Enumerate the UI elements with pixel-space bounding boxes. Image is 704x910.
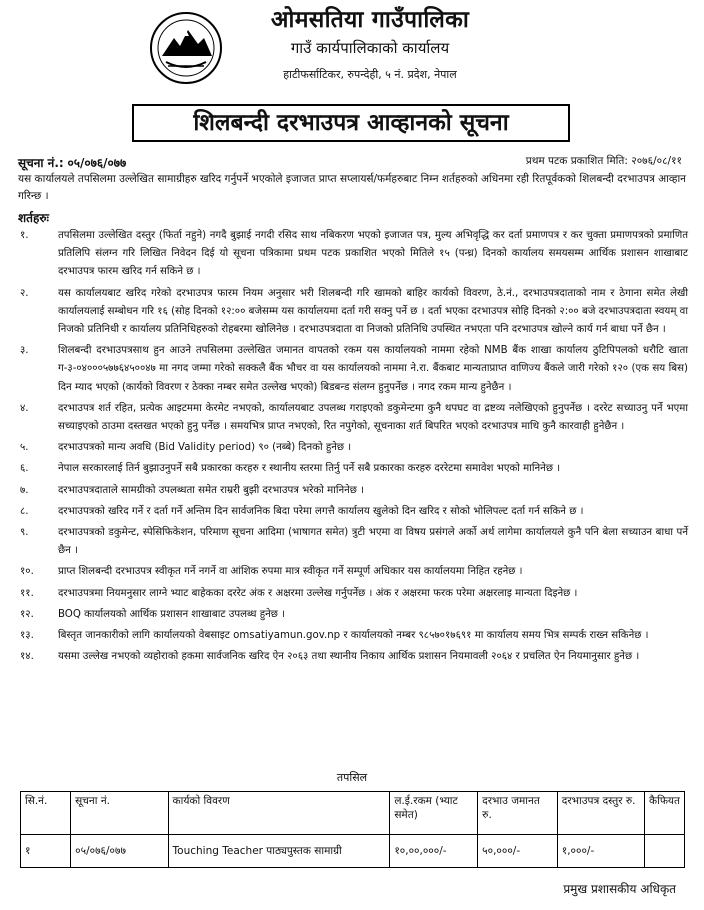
office-name: गाउँ कार्यपालिकाको कार्यालय: [290, 39, 450, 57]
nepal-emblem-icon: [148, 10, 224, 86]
term-text: यस कार्यालयबाट खरिद गरेको दरभाउपत्र फारम नियम अनुसार भरी शिलबन्दी गरि खामको बाहिर कार्यको विवरण, ठे.नं., दरभाउपत्रदाताको नाम र ठेगाना समेत लेखी कार्यालयलाई सम्बोधन गरि १६ (सोह दिनको १२:०० बजेसम्म यस कार्यालयमा दर्ता गरी सक्नु पर्ने छ । दर्ता भएका दरभाउपत्र सोहि दिनको २:०० बजे दरभाउपत्रदाता स्वयम् वा निजको प्रतिनिधी र कार्यालय प्रतिनिधिहरुको रोहबरमा खोलिनेछ । दरभाउपत्रदाता वा निजको प्रतिनिधि उपस्थित नभएता पनि दरभाउपत्र खोल्ने कार्य गर्न बाधा पर्ने छैन ।: [58, 287, 688, 336]
term-item: [18, 503, 688, 521]
term-number: १४.: [20, 651, 34, 663]
notice-number-value: ०५/०७६/०७७: [67, 156, 127, 170]
term-item: [18, 563, 688, 581]
term-number: ३.: [20, 345, 29, 357]
term-number: ११.: [20, 587, 34, 599]
term-text: दरभाउपत्रदाताले सामग्रीको उपलब्धता समेत राम्ररी बुझी दरभाउपत्र भरेको मानिनेछ ।: [58, 484, 365, 496]
term-number: ५.: [20, 442, 29, 454]
term-text: तपसिलमा उल्लेखित दस्तुर (फिर्ता नहुने) नगदै बुझाई नगदी रसिद साथ नबिकरण भएको इजाजत पत्र, मुल्य अभिवृद्धि कर दर्ता प्रमाणपत्र र कर चुक्ता प्रमाणपत्रको प्रमाणित प्रतिलिपि संलग्न गरि लिखित निवेदन दिई यो सूचना पत्रिकामा प्रथम पटक प्रकाशित भएको मितिले १५ (पन्ध्र) दिनको कार्यालय समयसम्म आर्थिक प्रशासन शाखाबाट दरभाउपत्र फारम खरिद गर्न सकिने छ ।: [58, 230, 688, 278]
published-date: [526, 154, 682, 168]
term-text: प्राप्त शिलबन्दी दरभाउपत्र स्वीकृत गर्ने नगर्ने वा आंशिक रुपमा मात्र स्वीकृत गर्ने सम्पूर्ण अधिकार यस कार्यालयमा निहित रहनेछ ।: [58, 566, 523, 578]
signatory-title: प्रमुख प्रशासकीय अधिकृत: [563, 882, 676, 896]
term-item: [18, 285, 688, 340]
table-row: [21, 835, 685, 868]
col-header-bid-fee: दरभाउपत्र दस्तुर रु.: [557, 792, 644, 835]
intro-paragraph: यस कार्यालयले तपसिलमा उल्लेखित सामाग्रीहरु खरिद गर्नुपर्ने भएकोले इजाजत प्राप्त सप्लायर्स/फर्महरुबाट निम्न शर्तहरुको अधिनमा रही रितपूर्वकको शिलबन्दी दरभाउपत्र आव्हान गरिन्छ ।: [18, 173, 686, 202]
cell-notice-no: ०५/०७६/०७७: [71, 835, 168, 868]
term-text: दरभाउपत्रमा नियमनुसार लाग्ने भ्याट बाहेकका दररेट अंक र अक्षरमा उल्लेख गर्नुपर्नेछ । अंक र अक्षरमा फरक परेमा अक्षरलाइ मान्यता दिइनेछ ।: [58, 587, 578, 599]
office-address: हाटीफर्साटिकर, रुपन्देही, ५ नं. प्रदेश, नेपाल: [283, 68, 457, 81]
term-text: शिलबन्दी दरभाउपत्रसाथ हुन आउने तपसिलमा उल्लेखित जमानत वापतको रकम यस कार्यालयको नाममा रहेको NMB बैंक शाखा कार्यालय ठुटिपिपलको धरौटि खाता ग-३-०४०००५७७६४५००४७ मा नगद जम्मा गरेको सक्कलै बैंक भौचर वा यस कार्यालयको नाममा ने.रा. बैंकबाट मान्यताप्राप्त वाणिज्य बैंकले जारी गरेको १२० (एक सय बिस) दिन म्याद भएको (कार्यको विवरण र ठेक्का नम्बर समेत उल्लेख भएको) बिडबन्ड संलग्न हुनुपर्नेछ । नगद रकम मान्य हुनेछैन ।: [58, 345, 688, 393]
term-item: [18, 439, 688, 457]
cell-remarks: [645, 835, 685, 868]
cell-bid-fee: १,०००/-: [557, 835, 644, 868]
term-item: [18, 606, 688, 624]
term-number: १३.: [20, 630, 34, 642]
schedule-table: [20, 791, 685, 868]
term-item: [18, 460, 688, 478]
term-number: २.: [20, 287, 29, 299]
col-header-serial: सि.नं.: [21, 792, 71, 835]
terms-list: [18, 227, 688, 669]
term-number: १२.: [20, 608, 34, 620]
cell-work-description: Touching Teacher पाठ्यपुस्तक सामाग्री: [168, 835, 390, 868]
term-text: दरभाउपत्रको मान्य अवधि (Bid Validity period) ९० (नब्बे) दिनको हुनेछ ।: [58, 442, 352, 454]
col-header-estimated-amount: ल.ई.रकम (भ्याट समेत): [390, 792, 478, 835]
cell-estimated-amount: १०,००,०००/-: [390, 835, 478, 868]
term-item: [18, 227, 688, 282]
terms-heading: शर्तहरुः: [18, 211, 49, 225]
term-text: दरभाउपत्रको डकुमेन्ट, स्पेसिफिकेशन, परिमाण सूचना आदिमा (भाषागत समेत) त्रुटी भएमा वा विषय प्रसंगले अर्को अर्थ लागेमा कार्यालयले कुनै पनि बेला सच्याउन बाधा पर्ने छैन ।: [58, 527, 688, 557]
term-text: नेपाल सरकारलाई तिर्न बुझाउनुपर्ने सबै प्रकारका करहरु र स्थानीय स्तरमा तिर्नु पर्ने सबै प्रकारका करहरु दररेटमा समावेश भएको मानिनेछ ।: [58, 463, 561, 475]
letterhead: [0, 0, 704, 100]
table-header-row: [21, 792, 685, 835]
notice-number-label: सूचना नं.:: [18, 156, 64, 170]
term-item: [18, 400, 688, 436]
term-item: [18, 627, 688, 645]
term-item: [18, 482, 688, 500]
term-number: ७.: [20, 484, 29, 496]
org-name: ओमसतिया गाउँपालिका: [270, 7, 470, 33]
col-header-remarks: कैफियत: [645, 792, 685, 835]
notice-number: [18, 154, 126, 171]
term-number: १०.: [20, 566, 34, 578]
term-number: ४.: [20, 402, 29, 414]
term-item: [18, 342, 688, 397]
term-number: ८.: [20, 505, 29, 517]
term-item: [18, 585, 688, 603]
term-number: १.: [20, 230, 29, 241]
term-number: ६.: [20, 463, 29, 475]
term-item: [18, 648, 688, 666]
term-text: बिस्तृत जानकारीको लागि कार्यालयको वेबसाइट omsatiyamun.gov.np र कार्यालयको नम्बर ९८५७०१७६९१ मा कार्यालय समय भित्र सम्पर्क राख्न सकिनेछ ।: [58, 630, 649, 642]
col-header-notice-no: सूचना नं.: [71, 792, 168, 835]
col-header-work-description: कार्यको विवरण: [168, 792, 390, 835]
term-text: BOQ कार्यालयको आर्थिक प्रशासन शाखाबाट उपलब्ध हुनेछ ।: [58, 608, 286, 620]
published-date-value: २०७६/०८/११: [631, 155, 682, 167]
term-number: ९.: [20, 527, 29, 539]
term-text: यसमा उल्लेख नभएको व्यहोराको हकमा सार्वजनिक खरिद ऐन २०६३ तथा स्थानीय निकाय आर्थिक प्रशासन नियमावली २०६४ र प्रचलित ऐन नियमानुसार हुनेछ ।: [58, 651, 640, 663]
col-header-bid-security: दरभाउ जमानत रु.: [478, 792, 558, 835]
published-date-label: प्रथम पटक प्रकाशित मिति:: [525, 155, 628, 167]
schedule-label: तपसिल: [336, 771, 368, 784]
notice-title: शिलबन्दी दरभाउपत्र आव्हानको सूचना: [132, 104, 570, 142]
term-text: दरभाउपत्रको खरिद गर्ने र दर्ता गर्ने अन्तिम दिन सार्वजनिक बिदा परेमा लगत्तै कार्यालय खुलेको दिन खरिद र सोको भोलिपल्ट दर्ता गर्न सकिने छ ।: [58, 505, 584, 517]
cell-bid-security: ५०,०००/-: [478, 835, 558, 868]
term-item: [18, 524, 688, 560]
cell-serial: १: [21, 835, 71, 868]
term-text: दरभाउपत्र शर्त रहित, प्रत्येक आइटममा केरमेट नभएको, कार्यालयबाट उपलब्ध गराइएको डकुमेन्टमा कुनै थपघट वा द्रष्टव्य नलेखिएको हुनुपर्नेछ । दररेट सच्याउनु पर्ने भएमा सच्याइएको ठाउमा दस्तखत भएको हुनु पर्नेछ । समयभित्र प्राप्त नभएको, रित नपुगेको, सूचनाका शर्त बिपरित भएको दरभाउपत्र माथि कुनै कारवाही हुनेछैन ।: [58, 402, 688, 433]
